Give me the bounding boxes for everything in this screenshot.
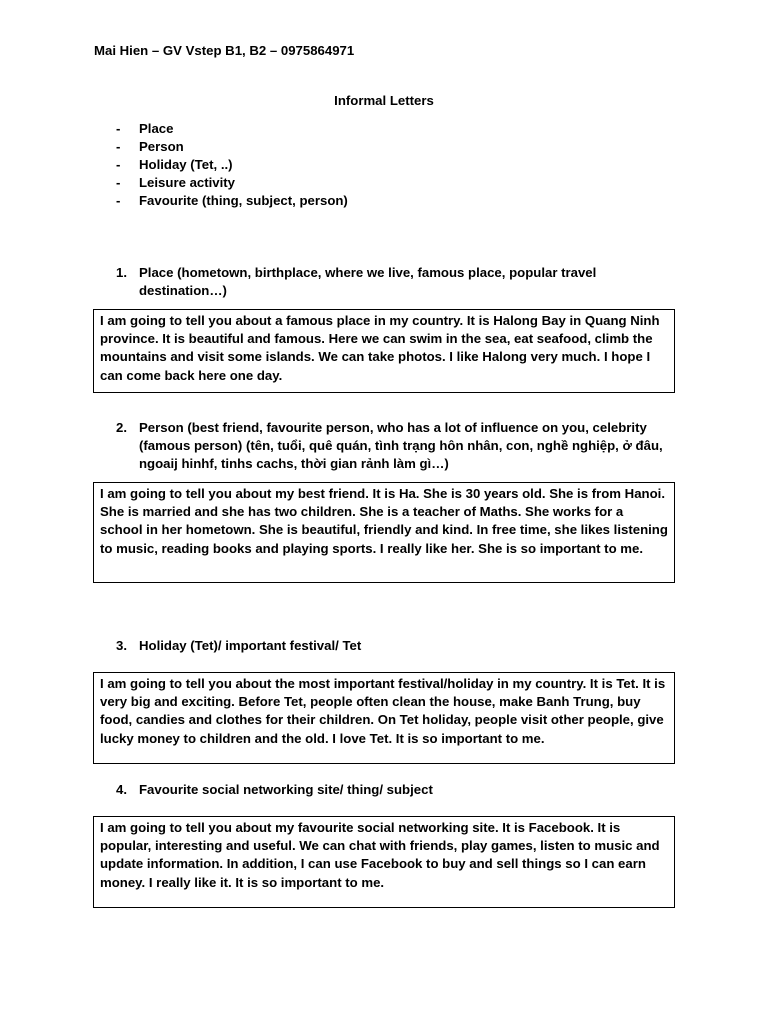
list-item — [116, 138, 348, 156]
dash-bullet: - — [116, 175, 121, 190]
list-item — [116, 156, 348, 174]
topic-label: Place — [139, 121, 174, 136]
topic-list — [116, 120, 348, 210]
section-number: 3. — [116, 638, 127, 653]
dash-bullet: - — [116, 193, 121, 208]
dash-bullet: - — [116, 157, 121, 172]
dash-bullet: - — [116, 139, 121, 154]
topic-label: Person — [139, 139, 184, 154]
answer-box-person: I am going to tell you about my best friend. It is Ha. She is 30 years old. She is from Hanoi. She is married and she has two children. She is a teacher of Maths. She works for a school in her hometown. She is beautiful, friendly and kind. In free time, she likes listening to music, reading books and playing sports. I really like her. She is so important to me. — [93, 482, 675, 583]
section-heading-text: Holiday (Tet)/ important festival/ Tet — [139, 638, 362, 653]
section-heading-text: Person (best friend, favourite person, who has a lot of influence on you, celebrity (famous person) (tên, tuổi, quê quán, tình trạng hôn nhân, con, nghề nghiệp, ở đâu, ngoaij hinhf, tinhs cachs, thời gian rảnh làm gì…) — [139, 420, 663, 472]
list-item — [116, 192, 348, 210]
topic-label: Leisure activity — [139, 175, 236, 190]
answer-box-place: I am going to tell you about a famous place in my country. It is Halong Bay in Quang Ninh province. It is beautiful and famous. Here we can swim in the sea, eat seafood, climb the mountains and visit some islands. We can take photos. I like Halong very much. I hope I can come back here one day. — [93, 309, 675, 393]
section-heading-favourite — [116, 781, 676, 799]
section-number: 2. — [116, 420, 127, 435]
section-heading-text: Place (hometown, birthplace, where we live, famous place, popular travel destination…) — [139, 265, 597, 299]
answer-box-favourite: I am going to tell you about my favourite social networking site. It is Facebook. It is popular, interesting and useful. We can chat with friends, play games, listen to music and update information. In addition, I can use Facebook to buy and sell things so I can earn money. I really like it. It is so important to me. — [93, 816, 675, 908]
dash-bullet: - — [116, 121, 121, 136]
section-heading-person — [116, 419, 676, 474]
answer-box-holiday: I am going to tell you about the most important festival/holiday in my country. It is Tet. It is very big and exciting. Before Tet, people often clean the house, make Banh Trung, buy food, candies and clothes for their children. On Tet holiday, people visit other people, give lucky money to children and the old. I love Tet. It is so important to me. — [93, 672, 675, 764]
section-heading-text: Favourite social networking site/ thing/ subject — [139, 782, 433, 797]
document-title: Informal Letters — [334, 93, 434, 108]
section-heading-holiday — [116, 637, 676, 655]
section-number: 1. — [116, 265, 127, 280]
topic-label: Holiday (Tet, ..) — [139, 157, 233, 172]
list-item — [116, 120, 348, 138]
section-heading-place — [116, 264, 676, 300]
topic-label: Favourite (thing, subject, person) — [139, 193, 348, 208]
author-header: Mai Hien – GV Vstep B1, B2 – 0975864971 — [94, 43, 355, 58]
list-item — [116, 174, 348, 192]
section-number: 4. — [116, 782, 127, 797]
